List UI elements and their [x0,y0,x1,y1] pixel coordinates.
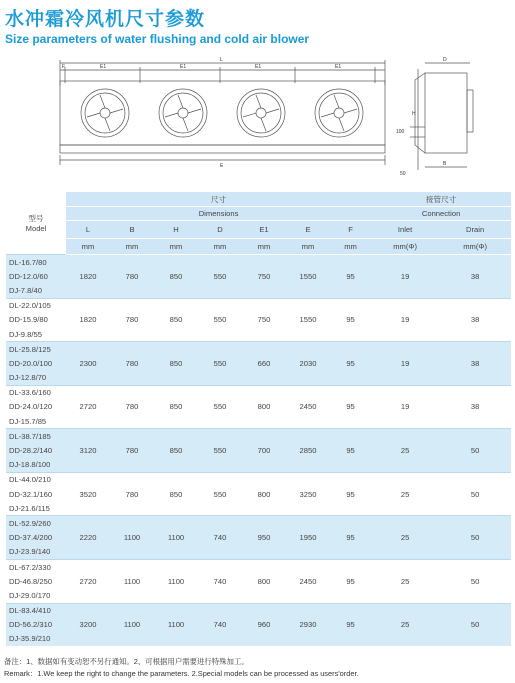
dimension-cell: 850 [154,472,198,516]
dimension-cell: 750 [242,255,286,299]
dim-label-50: 50 [400,171,406,177]
column-header: E [286,221,330,239]
dim-label-E1: E1 [180,64,187,70]
table-row [6,559,511,574]
inlet-cell: 25 [371,472,439,516]
drain-cell: 38 [439,385,511,429]
column-header: F [330,221,371,239]
unit-label: mm [330,239,371,255]
page-subtitle: Size parameters of water flushing and cold air blower [5,32,310,46]
dimension-cell: 750 [242,298,286,342]
inlet-cell: 25 [371,429,439,473]
dimension-cell: 850 [154,429,198,473]
table-row [6,516,511,531]
dimension-cell: 95 [330,342,371,386]
dim-label-H: H [412,111,416,117]
dimension-cell: 95 [330,429,371,473]
dimension-cell: 1100 [110,603,154,646]
dimension-diagram [40,55,510,185]
dimension-cell: 2220 [66,516,110,560]
dimension-cell: 960 [242,603,286,646]
drain-cell: 50 [439,603,511,646]
dimension-cell: 95 [330,603,371,646]
dimension-cell: 1550 [286,255,330,299]
dimension-cell: 780 [110,385,154,429]
model-cell: DL-25.8/125 [6,342,66,357]
table-row [6,298,511,313]
model-header-cn: 型号 [28,214,44,223]
column-header: H [154,221,198,239]
dimension-cell: 740 [198,559,242,603]
dimension-cell: 2850 [286,429,330,473]
dimension-cell: 1100 [154,516,198,560]
model-cell: DD-24.0/120 [9,402,53,412]
model-cell: DJ-18.8/100 [9,460,51,470]
model-cell: DL-83.4/410 [6,603,66,618]
column-header: L [66,221,110,239]
unit-label: mm [154,239,198,255]
model-cell: DL-44.0/210 [6,472,66,487]
dimension-cell: 700 [242,429,286,473]
inlet-cell: 25 [371,516,439,560]
dim-label-E1: E1 [255,64,262,70]
model-cell: DD-15.9/80 [9,315,48,325]
pipe-header-en: Connection [371,207,511,221]
dimension-cell: 3200 [66,603,110,646]
dimension-cell: 660 [242,342,286,386]
inlet-cell: 19 [371,385,439,429]
drain-cell: 38 [439,298,511,342]
dimension-cell: 550 [198,385,242,429]
dimension-cell: 1820 [66,298,110,342]
unit-label: mm [286,239,330,255]
model-cell: DD-28.2/140 [9,446,53,456]
model-cell: DJ-12.8/70 [9,373,47,383]
table-row [6,255,511,270]
model-cell: DD-20.0/100 [9,358,53,368]
dimension-cell: 1100 [154,559,198,603]
drain-cell: 38 [439,255,511,299]
column-header: E1 [242,221,286,239]
dimension-cell: 2450 [286,559,330,603]
model-cell: DJ-35.9/210 [9,634,51,644]
model-cell: DJ-23.9/140 [9,547,51,557]
dimension-cell: 2300 [66,342,110,386]
dims-header-en: Dimensions [66,207,371,221]
inlet-cell: 19 [371,255,439,299]
dim-label-B: B [443,161,447,167]
remark-cn: 备注：1、数据如有变动恕不另行通知。2、可根据用户需要进行特殊加工。 [4,657,249,666]
dimension-cell: 780 [110,342,154,386]
model-cell: DL-52.9/260 [6,516,66,531]
model-cell: DL-38.7/185 [6,429,66,444]
model-cell: DL-33.6/160 [6,385,66,400]
table-row [6,472,511,487]
dimension-cell: 2030 [286,342,330,386]
model-cell: DJ-21.6/115 [9,503,50,513]
drain-cell: 50 [439,516,511,560]
model-cell: DL-67.2/330 [6,559,66,574]
model-cell: DD-12.0/60 [9,271,48,281]
dimension-cell: 850 [154,342,198,386]
dimension-cell: 780 [110,255,154,299]
drain-cell: 50 [439,472,511,516]
model-cell: DJ-29.0/170 [9,590,51,600]
dimension-cell: 95 [330,385,371,429]
unit-label: mm [110,239,154,255]
dimension-cell: 950 [242,516,286,560]
unit-label: mm(Φ) [439,239,511,255]
dimension-cell: 780 [110,298,154,342]
drain-cell: 50 [439,429,511,473]
remarks [4,656,359,680]
dimension-cell: 3250 [286,472,330,516]
dimension-cell: 95 [330,472,371,516]
drain-cell: 38 [439,342,511,386]
column-header: D [198,221,242,239]
dim-label-E1: E1 [100,64,107,70]
dimension-cell: 550 [198,298,242,342]
dim-label-E1: E1 [335,64,342,70]
dimension-cell: 2930 [286,603,330,646]
dimension-cell: 740 [198,516,242,560]
dimension-cell: 1950 [286,516,330,560]
inlet-cell: 19 [371,298,439,342]
table-row [6,429,511,444]
dimension-cell: 95 [330,298,371,342]
model-cell: DL-22.0/105 [6,298,66,313]
dimension-cell: 550 [198,342,242,386]
dimension-cell: 1100 [110,516,154,560]
dimension-cell: 1550 [286,298,330,342]
pipe-column-header: Drain [439,221,511,239]
dimension-cell: 740 [198,603,242,646]
dimension-cell: 2720 [66,559,110,603]
dimension-cell: 800 [242,559,286,603]
model-cell: DL-16.7/80 [6,255,66,270]
model-header [6,192,66,255]
pipe-header-cn: 接管尺寸 [371,192,511,207]
dimension-cell: 550 [198,429,242,473]
dimension-cell: 1100 [154,603,198,646]
dimension-cell: 850 [154,385,198,429]
dimension-cell: 2720 [66,385,110,429]
spec-table [6,192,511,646]
dimension-cell: 95 [330,255,371,299]
dimension-cell: 550 [198,472,242,516]
fan-icon [237,89,285,137]
dimension-cell: 850 [154,298,198,342]
inlet-cell: 25 [371,559,439,603]
pipe-column-header: Inlet [371,221,439,239]
dimension-cell: 1820 [66,255,110,299]
inlet-cell: 19 [371,342,439,386]
model-cell: DD-46.8/250 [9,576,53,586]
unit-label: mm(Φ) [371,239,439,255]
dim-label-D: D [443,57,447,63]
dim-label-L: L [220,57,223,63]
dimension-cell: 2450 [286,385,330,429]
model-cell: DD-37.4/200 [9,533,53,543]
dim-label-100: 100 [396,129,405,135]
dimension-cell: 800 [242,385,286,429]
inlet-cell: 25 [371,603,439,646]
dimension-cell: 1100 [110,559,154,603]
model-cell: DD-56.2/310 [9,620,53,630]
unit-label: mm [66,239,110,255]
unit-label: mm [242,239,286,255]
remark-en: Remark：1.We keep the right to change the parameters. 2.Special models can be processed as users'order. [4,669,359,678]
dimension-cell: 95 [330,559,371,603]
dimension-cell: 95 [330,516,371,560]
dim-label-F: F [62,64,66,70]
page-title: 水冲霜冷风机尺寸参数 [5,8,206,30]
model-cell: DJ-9.8/55 [9,329,42,339]
dimension-cell: 850 [154,255,198,299]
drain-cell: 50 [439,559,511,603]
table-row [6,385,511,400]
dimension-cell: 800 [242,472,286,516]
dim-label-E: E [220,163,224,169]
dimension-cell: 3520 [66,472,110,516]
table-row [6,342,511,357]
column-header: B [110,221,154,239]
dims-header-cn: 尺寸 [66,192,371,207]
fan-icon [159,89,207,137]
dimension-cell: 3120 [66,429,110,473]
model-header-en: Model [25,224,47,233]
dimension-cell: 780 [110,472,154,516]
model-cell: DJ-7.8/40 [9,285,42,295]
model-cell: DJ-15.7/85 [9,416,47,426]
dimension-cell: 780 [110,429,154,473]
unit-label: mm [198,239,242,255]
dimension-cell: 550 [198,255,242,299]
fan-icon [81,89,129,137]
table-row [6,603,511,618]
fan-icon [315,89,363,137]
model-cell: DD-32.1/160 [9,489,53,499]
